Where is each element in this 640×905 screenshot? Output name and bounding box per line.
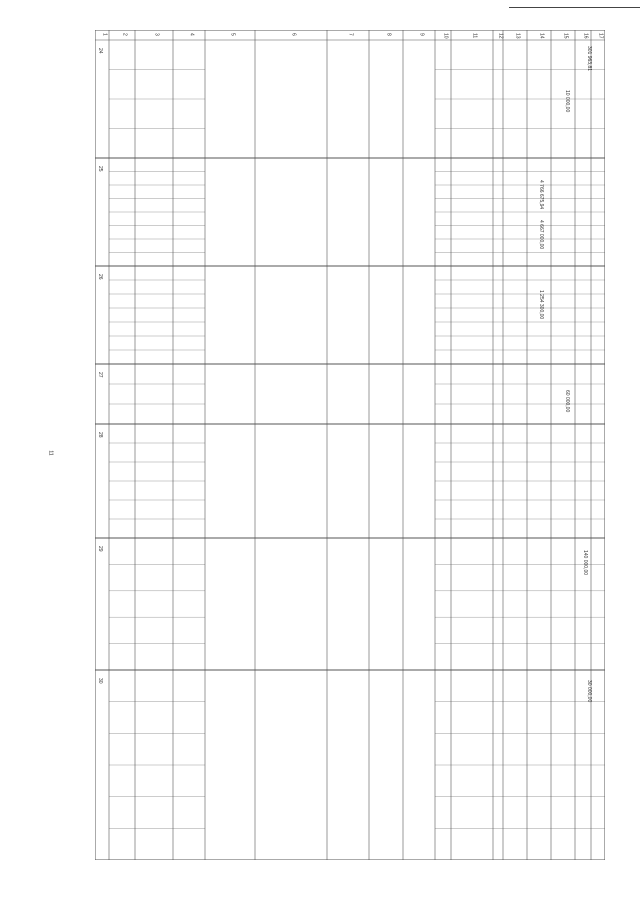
column-number-9: 9 [418,33,425,36]
column-number-14: 14 [538,33,545,39]
column-number-6: 6 [290,33,297,36]
row-number-25: 25 [97,166,103,172]
column-number-1: 1 [101,33,108,36]
amount-cell-7: 140 000,00 [582,550,588,576]
column-number-5: 5 [229,33,236,36]
row-number-27: 27 [97,372,103,378]
rotated-budget-table [95,30,605,860]
column-number-16: 16 [582,33,589,39]
column-number-12: 12 [497,33,504,39]
column-number-15: 15 [562,33,569,39]
amount-cell-2: 10 000,00 [564,90,570,113]
amount-cell-5: 1 254 300,00 [538,290,544,320]
amount-cell-1: 301 963,81 [586,46,592,72]
row-number-28: 28 [97,432,103,438]
column-number-10: 10 [442,33,449,39]
column-number-2: 2 [121,33,128,36]
row-number-24: 24 [97,48,103,54]
amount-cell-3: 4 766 675,94 [538,180,544,210]
row-number-30: 30 [97,678,103,684]
amount-cell-6: 60 000,00 [564,390,570,413]
column-number-3: 3 [153,33,160,36]
row-number-29: 29 [97,546,103,552]
column-number-7: 7 [347,33,354,36]
column-number-8: 8 [385,33,392,36]
table-drawing [95,30,605,860]
column-number-17: 17 [597,33,604,39]
amount-cell-4: 4 667 000,00 [538,220,544,250]
column-number-11: 11 [471,33,478,39]
amount-cell-8: 30 000,00 [586,680,592,703]
row-number-26: 26 [97,274,103,280]
top-rule [509,7,640,8]
column-number-13: 13 [514,33,521,39]
column-number-4: 4 [188,33,195,36]
page-number: 11 [47,450,54,456]
